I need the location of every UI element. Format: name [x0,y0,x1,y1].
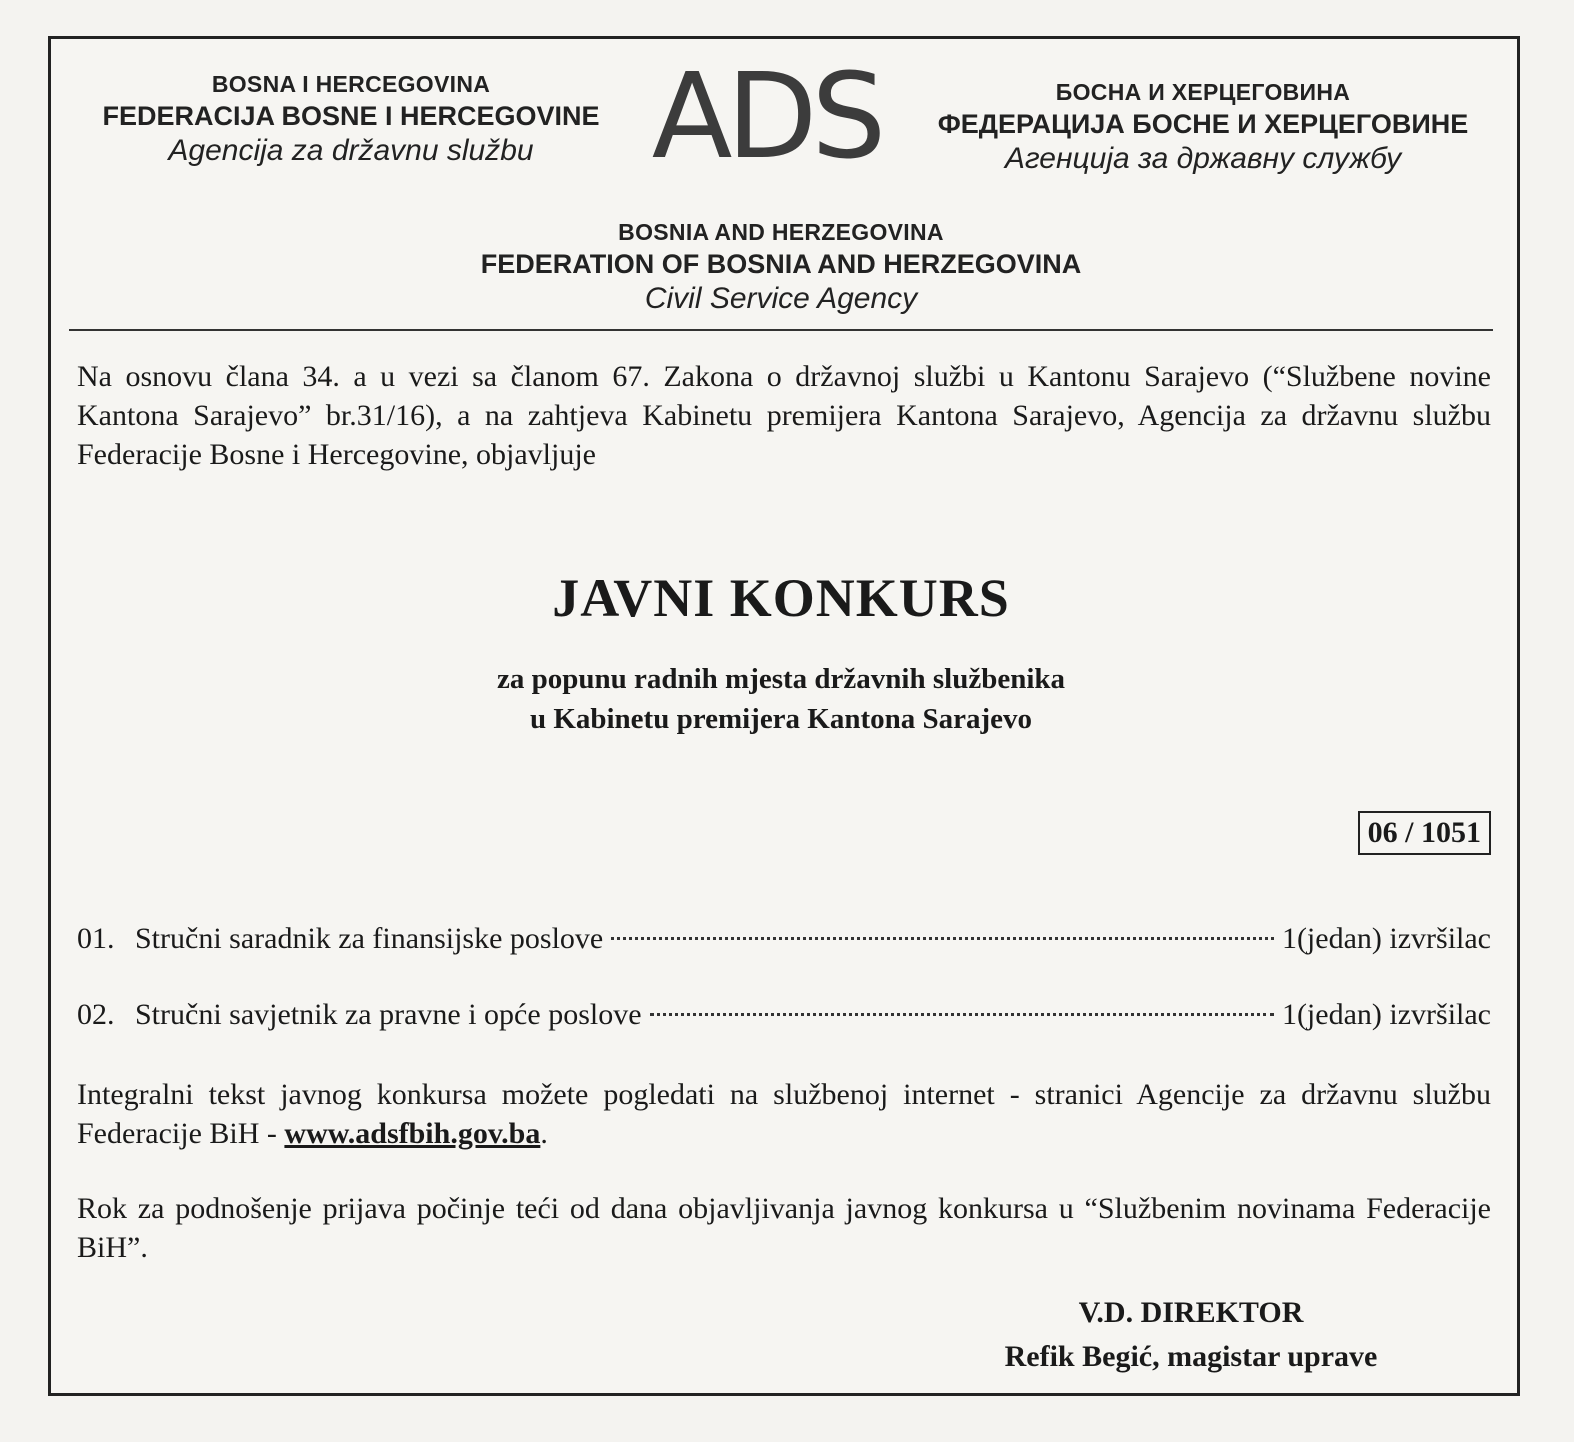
position-item [77,995,1491,1035]
header-right-cyrillic [913,77,1493,177]
header-center-english [351,217,1211,317]
signatory-role: V.D. DIREKTOR [1078,1296,1304,1329]
integral-text-paragraph [77,1075,1491,1153]
position-number: 02. [77,998,115,1031]
document-title: JAVNI KONKURS [552,568,1010,628]
dot-leader [611,937,1274,940]
agency-name-english: Civil Service Agency [644,282,918,315]
signature-block [971,1291,1411,1379]
subtitle-line-1: za popunu radnih mjesta državnih službenika [496,663,1066,695]
agency-name-cyrillic: Агенција за државну службу [1004,142,1402,175]
country-name: BOSNA I HERCEGOVINA [211,71,491,97]
signatory-name: Refik Begić, magistar uprave [1004,1340,1378,1373]
dot-leader [650,1013,1274,1016]
subtitle-line-2: u Kabinetu premijera Kantona Sarajevo [529,703,1033,735]
country-name-cyrillic: БОСНА И ХЕРЦЕГОВИНА [1055,79,1351,105]
position-count: 1(jedan) izvršilac [1281,922,1491,955]
federation-name-cyrillic: ФЕДЕРАЦИЈА БОСНЕ И ХЕРЦЕГОВИНЕ [937,109,1469,139]
federation-name: FEDERACIJA BOSNE I HERCEGOVINE [102,101,600,131]
header-left-latin [71,69,631,169]
position-number: 01. [77,922,115,955]
federation-name-english: FEDERATION OF BOSNIA AND HERZEGOVINA [480,249,1082,279]
position-item [77,919,1491,959]
announcement-frame [48,36,1520,1396]
position-title: Stručni savjetnik za pravne i opće poslove [135,998,642,1031]
position-count: 1(jedan) izvršilac [1281,998,1491,1031]
document-subtitle [351,659,1211,739]
ads-logo: ADS [651,47,881,185]
reference-number: 06 / 1051 [1358,811,1491,855]
position-title: Stručni saradnik za finansijske poslove [135,922,604,955]
header-divider [69,329,1493,331]
country-name-english: BOSNIA AND HERZEGOVINA [618,219,944,245]
integral-end: . [540,1117,548,1150]
intro-paragraph: Na osnovu člana 34. a u vezi sa članom 67. Zakona o državnoj službi u Kantonu Sarajevo (“Službene novine Kantona Sarajevo” br.31/16), a na zahtjeva Kabinetu premijera Kantona Sarajevo, Agencija za državnu službu Federacije Bosne i Hercegovine, objavljuje [77,360,1491,471]
integral-text: Integralni tekst javnog konkursa možete pogledati na službenoj internet - stranici Agencije za državnu službu Federacije BiH - [77,1078,1491,1150]
deadline-paragraph: Rok za podnošenje prijava počinje teći od dana objavljivanja javnog konkursa u “Službenim novinama Federacije BiH”. [77,1192,1491,1264]
agency-website-link[interactable]: www.adsfbih.gov.ba [284,1117,541,1150]
agency-name: Agencija za državnu službu [168,134,534,167]
